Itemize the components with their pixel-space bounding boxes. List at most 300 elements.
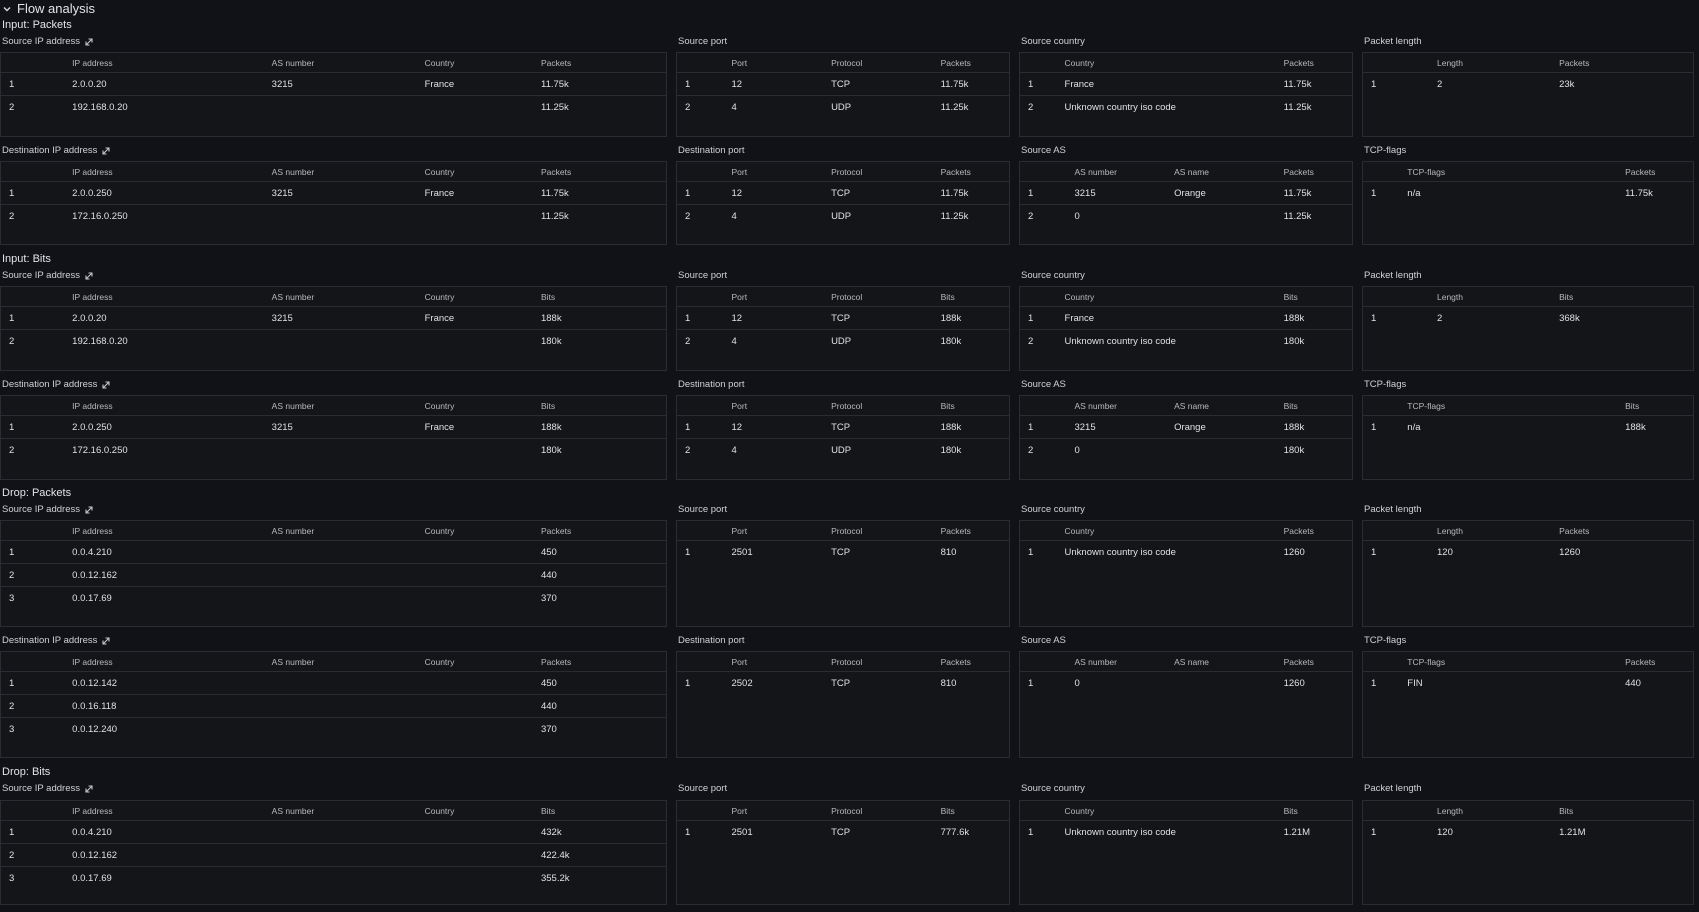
table-row[interactable] bbox=[677, 307, 1009, 330]
column-header-packets[interactable]: Packets bbox=[1276, 652, 1352, 672]
panel-title-source-country bbox=[1021, 36, 1085, 47]
column-header-index bbox=[677, 53, 723, 73]
table-cell: 11.75k bbox=[533, 73, 666, 96]
table-cell: Unknown country iso code bbox=[1064, 335, 1176, 347]
column-header-as-number[interactable]: AS number bbox=[1066, 396, 1166, 416]
panel-title-source-port bbox=[678, 36, 727, 47]
table-header-row bbox=[1, 53, 666, 73]
column-header-country[interactable]: Country bbox=[417, 396, 533, 416]
table-row[interactable] bbox=[1020, 541, 1352, 564]
flow-analysis-header[interactable] bbox=[2, 0, 95, 17]
panel-title-packet-length bbox=[1364, 36, 1422, 47]
table-header-row bbox=[677, 652, 1009, 672]
column-header-protocol[interactable]: Protocol bbox=[823, 162, 933, 182]
panel-title-tcp-flags bbox=[1364, 635, 1406, 646]
table-cell: 1.21M bbox=[1559, 826, 1586, 838]
panel-title-destination-port bbox=[678, 635, 745, 646]
panel-title-label: Source IP address bbox=[2, 36, 80, 47]
column-header-index bbox=[1363, 162, 1399, 182]
table-cell: 3 bbox=[9, 592, 15, 604]
table-cell: 4 bbox=[731, 444, 737, 456]
column-header-port[interactable]: Port bbox=[723, 162, 823, 182]
table-row[interactable] bbox=[1020, 182, 1352, 205]
column-header-index bbox=[677, 396, 723, 416]
column-header-protocol[interactable]: Protocol bbox=[823, 287, 933, 307]
column-header-packets[interactable]: Packets bbox=[933, 652, 1009, 672]
column-header-bits[interactable]: Bits bbox=[933, 287, 1009, 307]
table-cell: UDP bbox=[831, 101, 852, 113]
column-header-packets[interactable]: Packets bbox=[933, 521, 1009, 541]
table-cell: 2.0.0.250 bbox=[64, 182, 264, 205]
table-cell: 0.0.4.210 bbox=[64, 541, 264, 564]
table-row[interactable] bbox=[1020, 73, 1352, 96]
column-header-tcp-flags[interactable]: TCP-flags bbox=[1399, 652, 1617, 672]
table-row[interactable] bbox=[1, 867, 666, 890]
data-table bbox=[1363, 396, 1693, 438]
table-row[interactable] bbox=[1, 96, 666, 119]
column-header-country[interactable]: Country bbox=[1057, 287, 1276, 307]
table-header-row bbox=[1, 652, 666, 672]
table-cell: 2 bbox=[1028, 335, 1034, 347]
table-row[interactable] bbox=[1363, 541, 1693, 564]
table-header-row bbox=[677, 287, 1009, 307]
table-cell: 1 bbox=[1, 307, 64, 330]
table-cell: 23k bbox=[1559, 78, 1575, 90]
table-cell: 172.16.0.250 bbox=[72, 444, 128, 456]
flow-analysis-title: Flow analysis bbox=[17, 1, 96, 16]
table-cell: 11.25k bbox=[1283, 101, 1312, 113]
table-row[interactable] bbox=[1020, 821, 1352, 844]
table-row[interactable] bbox=[1, 439, 666, 462]
table-cell: 4 bbox=[731, 210, 737, 222]
panel-destination-ip-address bbox=[0, 651, 667, 758]
data-table bbox=[677, 162, 1009, 227]
panel-packet-length bbox=[1362, 52, 1694, 137]
table-cell: 11.25k bbox=[540, 101, 569, 113]
table-cell: 1 bbox=[1020, 182, 1066, 205]
table-row[interactable] bbox=[1020, 205, 1352, 228]
table-row[interactable] bbox=[1, 718, 666, 741]
table-header-row bbox=[677, 396, 1009, 416]
table-cell: 1 bbox=[1020, 73, 1057, 96]
table-row[interactable] bbox=[1, 695, 666, 718]
table-cell: 0 bbox=[1074, 677, 1080, 689]
column-header-protocol[interactable]: Protocol bbox=[823, 652, 933, 672]
column-header-port[interactable]: Port bbox=[723, 521, 823, 541]
column-header-as-number[interactable]: AS number bbox=[264, 396, 417, 416]
table-cell bbox=[1166, 672, 1276, 695]
column-header-ip-address[interactable]: IP address bbox=[64, 652, 264, 672]
data-table bbox=[677, 652, 1009, 694]
table-row[interactable] bbox=[1020, 307, 1352, 330]
panel-source-port bbox=[676, 800, 1010, 905]
table-header-row bbox=[1, 396, 666, 416]
table-row[interactable] bbox=[1020, 330, 1352, 353]
panel-title-source-country bbox=[1021, 504, 1085, 515]
table-cell: 0.0.17.69 bbox=[72, 592, 112, 604]
panel-title-label: Source IP address bbox=[2, 783, 80, 794]
table-cell bbox=[264, 672, 417, 695]
column-header-packets[interactable]: Packets bbox=[533, 162, 666, 182]
table-cell: 2501 bbox=[731, 546, 753, 558]
table-cell bbox=[264, 844, 417, 867]
table-cell: 1 bbox=[1028, 546, 1034, 558]
column-header-as-number[interactable]: AS number bbox=[264, 801, 417, 821]
column-header-as-name[interactable]: AS name bbox=[1166, 396, 1276, 416]
table-cell: n/a bbox=[1407, 187, 1421, 199]
panel-source-as bbox=[1019, 161, 1353, 245]
table-cell: 810 bbox=[940, 677, 957, 689]
column-header-port[interactable]: Port bbox=[723, 396, 823, 416]
column-header-as-number[interactable]: AS number bbox=[264, 521, 417, 541]
column-header-as-number[interactable]: AS number bbox=[264, 162, 417, 182]
panel-title-source-ip-address bbox=[2, 270, 94, 281]
table-cell bbox=[264, 564, 417, 587]
table-row[interactable] bbox=[1, 307, 666, 330]
table-cell: 11.25k bbox=[940, 101, 969, 113]
table-row[interactable] bbox=[1363, 821, 1693, 844]
column-header-bits[interactable]: Bits bbox=[933, 396, 1009, 416]
table-cell bbox=[264, 96, 417, 119]
panel-title-label: Source AS bbox=[1021, 145, 1066, 156]
table-cell: 3215 bbox=[264, 73, 417, 96]
column-header-bits[interactable]: Bits bbox=[533, 287, 666, 307]
table-header-row bbox=[1, 801, 666, 821]
column-header-packets[interactable]: Packets bbox=[933, 162, 1009, 182]
column-header-index bbox=[1363, 53, 1429, 73]
table-cell: 2.0.0.20 bbox=[64, 73, 264, 96]
panel-source-ip-address bbox=[0, 520, 667, 627]
expand-icon[interactable] bbox=[84, 37, 94, 47]
column-header-bits[interactable]: Bits bbox=[1551, 287, 1693, 307]
column-header-length[interactable]: Length bbox=[1429, 521, 1551, 541]
data-table bbox=[677, 287, 1009, 352]
column-header-as-number[interactable]: AS number bbox=[1066, 652, 1166, 672]
table-row[interactable] bbox=[1, 541, 666, 564]
panel-title-label: Packet length bbox=[1364, 270, 1422, 281]
column-header-length[interactable]: Length bbox=[1429, 53, 1551, 73]
panel-title-label: Destination port bbox=[678, 635, 745, 646]
panel-title-source-as bbox=[1021, 635, 1066, 646]
data-table bbox=[1020, 521, 1352, 563]
table-header-row bbox=[677, 521, 1009, 541]
column-header-country[interactable]: Country bbox=[417, 521, 533, 541]
column-header-bits[interactable]: Bits bbox=[933, 801, 1009, 821]
table-cell bbox=[417, 205, 533, 228]
panel-title-source-port bbox=[678, 783, 727, 794]
column-header-ip-address[interactable]: IP address bbox=[64, 396, 264, 416]
table-cell: Orange bbox=[1166, 182, 1276, 205]
panel-title-label: TCP-flags bbox=[1364, 379, 1407, 390]
column-header-country[interactable]: Country bbox=[417, 162, 533, 182]
column-header-ip-address[interactable]: IP address bbox=[64, 521, 264, 541]
data-table bbox=[1, 287, 666, 352]
table-row[interactable] bbox=[677, 205, 1009, 228]
table-cell: 188k bbox=[933, 307, 1009, 330]
column-header-packets[interactable]: Packets bbox=[1276, 521, 1352, 541]
table-cell: 1 bbox=[685, 546, 691, 558]
column-header-country[interactable]: Country bbox=[1057, 53, 1276, 73]
column-header-as-name[interactable]: AS name bbox=[1166, 162, 1276, 182]
table-row[interactable] bbox=[677, 821, 1009, 844]
column-header-packets[interactable]: Packets bbox=[533, 53, 666, 73]
column-header-length[interactable]: Length bbox=[1429, 801, 1551, 821]
data-table bbox=[1020, 801, 1352, 843]
table-row[interactable] bbox=[1020, 439, 1352, 462]
panel-destination-ip-address bbox=[0, 395, 667, 480]
table-cell: 11.75k bbox=[1276, 73, 1352, 96]
table-cell: 1 bbox=[685, 826, 691, 838]
table-row[interactable] bbox=[1020, 96, 1352, 119]
table-cell: 0.0.12.162 bbox=[64, 564, 264, 587]
table-cell: TCP bbox=[823, 182, 933, 205]
table-cell: 368k bbox=[1559, 312, 1580, 324]
column-header-bits[interactable]: Bits bbox=[533, 396, 666, 416]
column-header-protocol[interactable]: Protocol bbox=[823, 396, 933, 416]
expand-icon[interactable] bbox=[101, 636, 111, 646]
panel-source-port bbox=[676, 52, 1010, 137]
table-cell: 0.0.17.69 bbox=[72, 872, 112, 884]
table-row[interactable] bbox=[1, 844, 666, 867]
column-header-as-number[interactable]: AS number bbox=[1066, 162, 1166, 182]
table-row[interactable] bbox=[1020, 672, 1352, 695]
table-row[interactable] bbox=[1, 416, 666, 439]
table-cell: 1 bbox=[1371, 78, 1377, 90]
panel-title-label: Source country bbox=[1021, 36, 1085, 47]
table-header-row bbox=[1020, 801, 1352, 821]
expand-icon[interactable] bbox=[101, 146, 111, 156]
table-cell: 450 bbox=[533, 672, 666, 695]
table-row[interactable] bbox=[1363, 307, 1693, 330]
column-header-packets[interactable]: Packets bbox=[533, 521, 666, 541]
column-header-packets[interactable]: Packets bbox=[1276, 53, 1352, 73]
column-header-packets[interactable]: Packets bbox=[1276, 162, 1352, 182]
expand-icon[interactable] bbox=[84, 505, 94, 515]
column-header-country[interactable]: Country bbox=[417, 801, 533, 821]
column-header-tcp-flags[interactable]: TCP-flags bbox=[1399, 396, 1617, 416]
panel-title-source-country bbox=[1021, 270, 1085, 281]
table-cell bbox=[264, 867, 417, 890]
column-header-tcp-flags[interactable]: TCP-flags bbox=[1399, 162, 1617, 182]
table-row[interactable] bbox=[677, 182, 1009, 205]
column-header-ip-address[interactable]: IP address bbox=[64, 287, 264, 307]
panel-title-label: Source AS bbox=[1021, 635, 1066, 646]
table-cell: 2.0.0.20 bbox=[64, 307, 264, 330]
column-header-as-name[interactable]: AS name bbox=[1166, 652, 1276, 672]
table-row[interactable] bbox=[1363, 182, 1693, 205]
panel-title-destination-port bbox=[678, 379, 745, 390]
table-row[interactable] bbox=[1363, 416, 1693, 439]
panel-title-label: Source country bbox=[1021, 270, 1085, 281]
table-row[interactable] bbox=[1, 587, 666, 610]
expand-icon[interactable] bbox=[101, 380, 111, 390]
column-header-packets[interactable]: Packets bbox=[1617, 652, 1693, 672]
table-cell: TCP bbox=[831, 826, 851, 838]
table-header-row bbox=[1363, 162, 1693, 182]
column-header-index bbox=[1020, 287, 1057, 307]
column-header-port[interactable]: Port bbox=[723, 53, 823, 73]
table-cell bbox=[1166, 439, 1276, 462]
table-row[interactable] bbox=[1, 182, 666, 205]
column-header-index bbox=[1363, 396, 1399, 416]
column-header-ip-address[interactable]: IP address bbox=[64, 53, 264, 73]
column-header-bits[interactable]: Bits bbox=[1617, 396, 1693, 416]
column-header-as-number[interactable]: AS number bbox=[264, 287, 417, 307]
table-cell: 12 bbox=[723, 307, 823, 330]
table-cell: France bbox=[1057, 307, 1276, 330]
table-cell: FIN bbox=[1407, 677, 1423, 689]
column-header-index bbox=[677, 162, 723, 182]
column-header-protocol[interactable]: Protocol bbox=[823, 801, 933, 821]
table-row[interactable] bbox=[1, 564, 666, 587]
table-cell: 1 bbox=[1371, 187, 1377, 199]
table-cell: 11.25k bbox=[940, 210, 969, 222]
column-header-bits[interactable]: Bits bbox=[1551, 801, 1693, 821]
table-cell bbox=[264, 695, 417, 718]
column-header-as-number[interactable]: AS number bbox=[264, 53, 417, 73]
panel-title-label: Source port bbox=[678, 270, 728, 281]
table-cell: 1 bbox=[677, 416, 723, 439]
column-header-index bbox=[1, 652, 64, 672]
column-header-index bbox=[1, 801, 64, 821]
column-header-port[interactable]: Port bbox=[723, 652, 823, 672]
table-row[interactable] bbox=[1, 672, 666, 695]
table-row[interactable] bbox=[1, 330, 666, 353]
column-header-index bbox=[1363, 287, 1429, 307]
panel-title-label: Source IP address bbox=[2, 504, 80, 515]
column-header-protocol[interactable]: Protocol bbox=[823, 53, 933, 73]
column-header-as-number[interactable]: AS number bbox=[264, 652, 417, 672]
column-header-index bbox=[1020, 396, 1066, 416]
column-header-country[interactable]: Country bbox=[417, 652, 533, 672]
panel-tcp-flags bbox=[1362, 651, 1694, 758]
table-cell: 11.75k bbox=[533, 182, 666, 205]
table-cell: 440 bbox=[533, 695, 666, 718]
panel-title-packet-length bbox=[1364, 783, 1422, 794]
section-title-input-bits: Input: Bits bbox=[2, 253, 51, 265]
panel-title-source-country bbox=[1021, 783, 1085, 794]
expand-icon[interactable] bbox=[84, 784, 94, 794]
table-cell: 3215 bbox=[264, 307, 417, 330]
panel-title-label: Source port bbox=[678, 783, 728, 794]
table-cell: 0.0.12.162 bbox=[64, 844, 264, 867]
column-header-country[interactable]: Country bbox=[417, 287, 533, 307]
table-cell: n/a bbox=[1407, 421, 1421, 433]
column-header-index bbox=[1363, 521, 1429, 541]
column-header-port[interactable]: Port bbox=[723, 287, 823, 307]
table-cell bbox=[417, 695, 533, 718]
column-header-packets[interactable]: Packets bbox=[933, 53, 1009, 73]
table-cell bbox=[417, 587, 533, 610]
table-cell: 440 bbox=[533, 564, 666, 587]
table-row[interactable] bbox=[1020, 416, 1352, 439]
table-cell: 2 bbox=[1, 695, 64, 718]
table-cell: 1 bbox=[1, 182, 64, 205]
table-cell bbox=[264, 821, 417, 844]
table-cell: TCP bbox=[823, 416, 933, 439]
table-row[interactable] bbox=[1363, 672, 1693, 695]
column-header-index bbox=[1363, 801, 1429, 821]
table-row[interactable] bbox=[1, 73, 666, 96]
table-row[interactable] bbox=[1363, 73, 1693, 96]
panel-source-country bbox=[1019, 52, 1353, 137]
table-cell: 0 bbox=[1074, 210, 1080, 222]
table-cell: 188k bbox=[533, 416, 666, 439]
column-header-packets[interactable]: Packets bbox=[533, 652, 666, 672]
column-header-ip-address[interactable]: IP address bbox=[64, 162, 264, 182]
table-row[interactable] bbox=[677, 439, 1009, 462]
panel-title-tcp-flags bbox=[1364, 379, 1406, 390]
column-header-country[interactable]: Country bbox=[1057, 801, 1276, 821]
table-row[interactable] bbox=[677, 672, 1009, 695]
table-cell: 1 bbox=[1, 73, 64, 96]
table-cell: 4 bbox=[731, 335, 737, 347]
table-cell: TCP bbox=[831, 677, 851, 689]
table-cell: UDP bbox=[831, 335, 852, 347]
table-cell: 188k bbox=[1625, 421, 1646, 433]
table-cell: 180k bbox=[540, 335, 562, 347]
table-row[interactable] bbox=[677, 96, 1009, 119]
table-cell: 180k bbox=[1283, 444, 1305, 456]
chevron-down-icon[interactable] bbox=[2, 4, 12, 14]
table-cell: 3215 bbox=[1066, 416, 1166, 439]
table-cell: 2501 bbox=[731, 826, 753, 838]
table-cell: 2 bbox=[9, 101, 15, 113]
panel-title-packet-length bbox=[1364, 504, 1422, 515]
table-cell bbox=[417, 844, 533, 867]
table-cell: 12 bbox=[723, 416, 823, 439]
table-cell: 1 bbox=[1371, 677, 1377, 689]
column-header-packets[interactable]: Packets bbox=[1551, 521, 1693, 541]
column-header-country[interactable]: Country bbox=[1057, 521, 1276, 541]
table-row[interactable] bbox=[1, 205, 666, 228]
column-header-ip-address[interactable]: IP address bbox=[64, 801, 264, 821]
column-header-country[interactable]: Country bbox=[417, 53, 533, 73]
column-header-port[interactable]: Port bbox=[723, 801, 823, 821]
table-cell: 1 bbox=[1020, 416, 1066, 439]
table-cell: 0.0.12.142 bbox=[64, 672, 264, 695]
column-header-protocol[interactable]: Protocol bbox=[823, 521, 933, 541]
table-cell: 120 bbox=[1437, 546, 1453, 558]
table-row[interactable] bbox=[677, 416, 1009, 439]
table-row[interactable] bbox=[677, 541, 1009, 564]
column-header-bits[interactable]: Bits bbox=[1276, 396, 1352, 416]
table-cell: 1 bbox=[1371, 546, 1377, 558]
column-header-length[interactable]: Length bbox=[1429, 287, 1551, 307]
column-header-packets[interactable]: Packets bbox=[1617, 162, 1693, 182]
column-header-bits[interactable]: Bits bbox=[1276, 287, 1352, 307]
table-cell: 2.0.0.250 bbox=[64, 416, 264, 439]
table-header-row bbox=[1020, 521, 1352, 541]
table-header-row bbox=[677, 801, 1009, 821]
table-row[interactable] bbox=[677, 330, 1009, 353]
panel-title-destination-ip-address bbox=[2, 145, 111, 156]
column-header-bits[interactable]: Bits bbox=[1276, 801, 1352, 821]
table-cell: 1 bbox=[1020, 307, 1057, 330]
data-table bbox=[1020, 287, 1352, 352]
column-header-packets[interactable]: Packets bbox=[1551, 53, 1693, 73]
table-cell: 11.75k bbox=[933, 73, 1009, 96]
table-cell: 2 bbox=[1437, 312, 1443, 324]
expand-icon[interactable] bbox=[84, 271, 94, 281]
column-header-bits[interactable]: Bits bbox=[533, 801, 666, 821]
panel-packet-length bbox=[1362, 286, 1694, 371]
table-row[interactable] bbox=[677, 73, 1009, 96]
table-cell bbox=[417, 718, 533, 741]
panel-title-destination-ip-address bbox=[2, 379, 111, 390]
table-cell: TCP bbox=[823, 73, 933, 96]
table-row[interactable] bbox=[1, 821, 666, 844]
